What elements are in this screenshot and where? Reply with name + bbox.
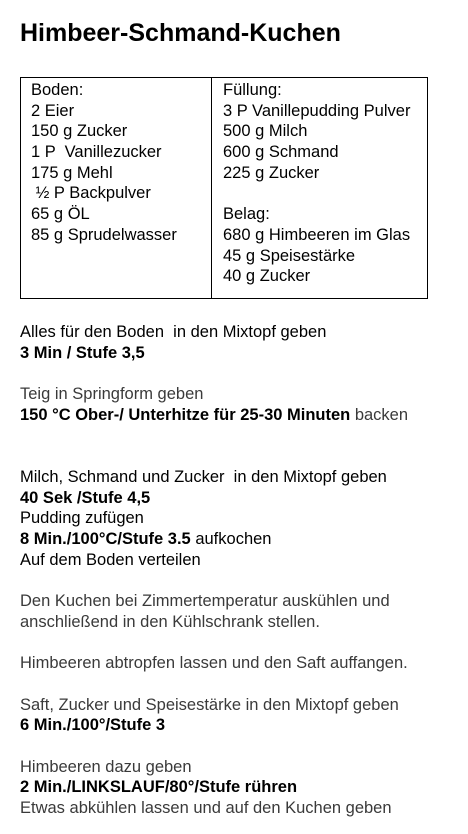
boden-item: 2 Eier [31,101,75,120]
step-setting: 2 Min./LINKSLAUF/80°/Stufe rühren [20,778,298,797]
step-text: Auf dem Boden verteilen [20,550,201,569]
belag-item: 40 g Zucker [223,267,311,286]
step-line [20,529,460,550]
ingredients-table [20,77,428,299]
boden-heading: Boden: [31,81,84,99]
step-text: Himbeeren dazu geben [20,757,192,776]
belag-item: 680 g Himbeeren im Glas [223,225,411,244]
step-setting: 8 Min./100°C/Stufe 3.5 [20,530,191,548]
instructions [20,322,460,819]
step-text: Saft, Zucker und Speisestärke in den Mixtopf geben [20,695,399,714]
boden-item: 150 g Zucker [31,122,128,141]
fuellung-belag-column [212,78,427,298]
boden-item: ½ P Backpulver [31,184,151,203]
step-setting: 3 Min / Stufe 3,5 [20,343,145,362]
fuellung-item: 225 g Zucker [223,163,320,182]
step-text: Himbeeren abtropfen lassen und den Saft auffangen. [20,654,408,673]
boden-item: 175 g Mehl [31,163,113,182]
boden-column [21,78,212,298]
step-text: Teig in Springform geben [20,385,204,404]
fuellung-item: 600 g Schmand [223,143,339,162]
spacer [223,183,427,204]
boden-item: 1 P Vanillezucker [31,143,162,162]
page-title: Himbeer-Schmand-Kuchen [20,19,341,47]
step-line [20,405,460,426]
step-suffix: backen [350,405,409,424]
boden-item: 85 g Sprudelwasser [31,225,177,244]
step-text: Den Kuchen bei Zimmertemperatur auskühlen und [20,592,390,611]
fuellung-item: 3 P Vanillepudding Pulver [223,101,411,120]
step-text: Etwas abkühlen lassen und auf den Kuchen geben [20,799,392,818]
fuellung-item: 500 g Milch [223,122,308,141]
step-text: Alles für den Boden in den Mixtopf geben [20,323,327,341]
step-text: Milch, Schmand und Zucker in den Mixtopf geben [20,467,387,486]
step-setting: 150 °C Ober-/ Unterhitze für 25-30 Minuten [20,405,351,424]
belag-heading: Belag: [223,205,270,224]
step-setting: 40 Sek /Stufe 4,5 [20,488,151,507]
step-suffix: aufkochen [190,530,272,548]
belag-item: 45 g Speisestärke [223,246,356,265]
boden-item: 65 g ÖL [31,205,90,224]
step-setting: 6 Min./100°/Stufe 3 [20,716,166,735]
step-text: Pudding zufügen [20,509,144,528]
fuellung-heading: Füllung: [223,81,282,99]
step-text: anschließend in den Kühlschrank stellen. [20,612,320,631]
